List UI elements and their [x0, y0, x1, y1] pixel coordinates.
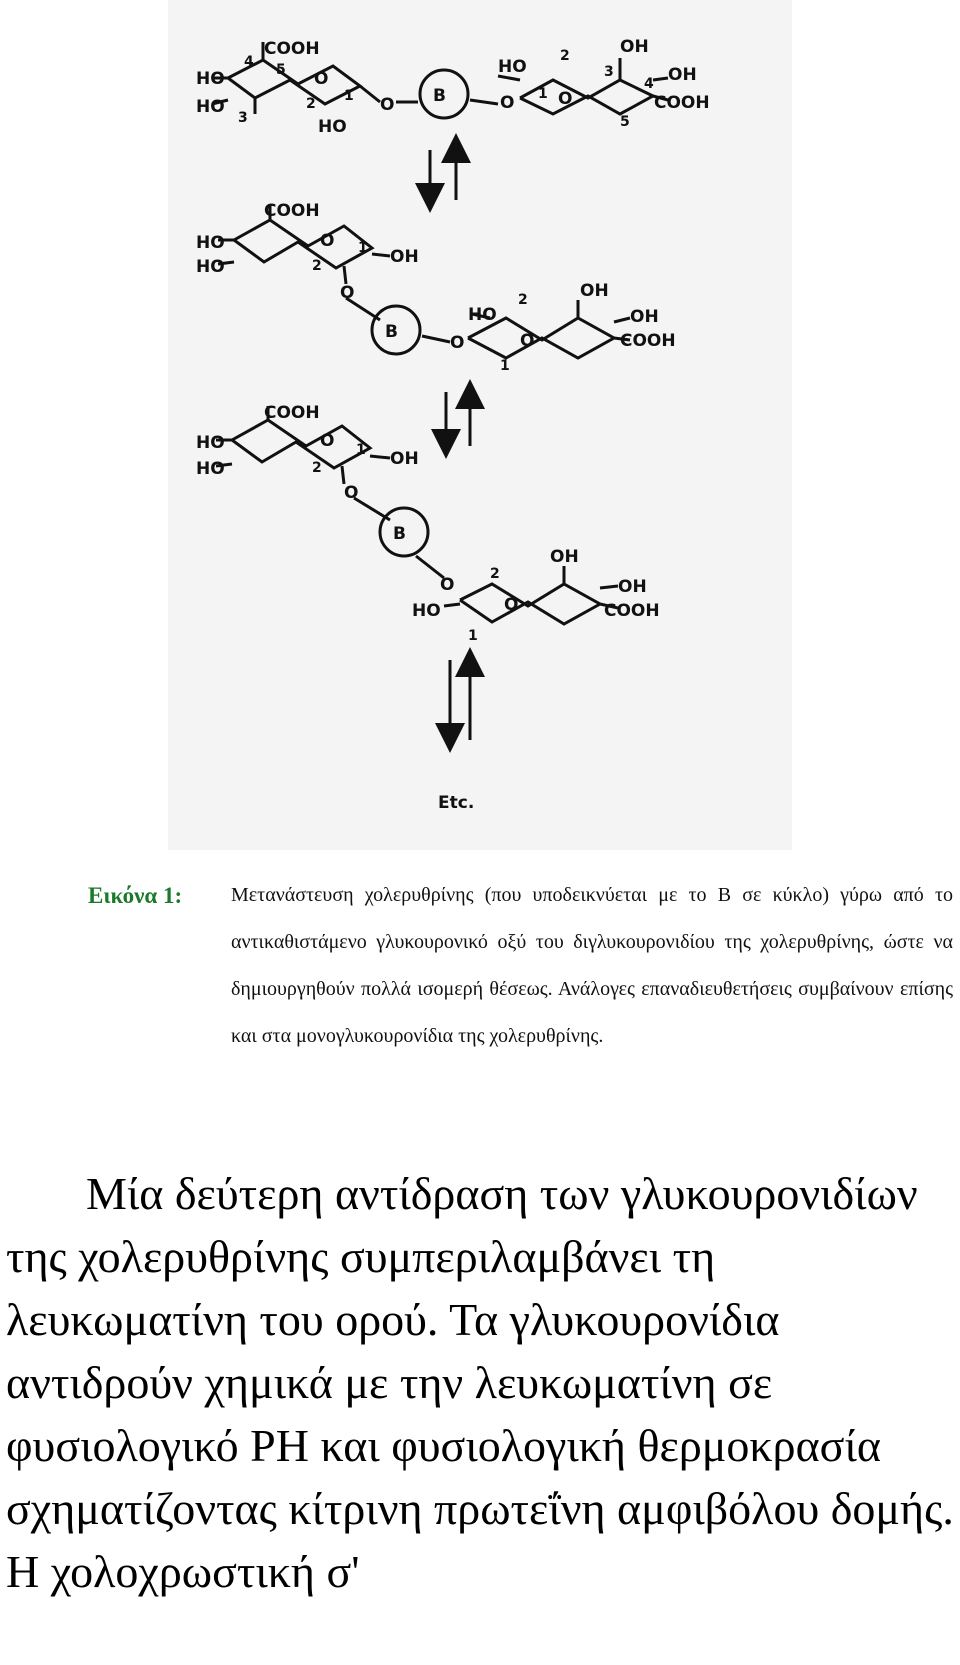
oh-label: OH	[550, 547, 579, 567]
ho-label: HO	[196, 97, 225, 117]
figure-bilirubin-migration	[168, 0, 792, 850]
ring-oxygen-label: O	[520, 331, 535, 351]
cooh-label: COOH	[654, 93, 710, 113]
caption-label: Εικόνα 1:	[88, 883, 183, 908]
cooh-label: COOH	[264, 403, 320, 423]
position-3-label: 3	[604, 64, 614, 80]
oh-label: OH	[390, 449, 419, 469]
position-2-label: 2	[490, 566, 500, 582]
link-oxygen-label: O	[450, 333, 465, 353]
ring-oxygen-label: O	[558, 89, 573, 109]
chemical-structure-diagram	[168, 0, 792, 850]
oh-label: OH	[580, 281, 609, 301]
ho-label: HO	[498, 57, 527, 77]
glucuronide-ring-2a	[218, 204, 390, 320]
cooh-label: COOH	[264, 39, 320, 59]
oh-label: OH	[618, 577, 647, 597]
position-2-label: 2	[560, 48, 570, 64]
bilirubin-b-label: B	[385, 322, 398, 342]
ho-label: HO	[196, 257, 225, 277]
ho-label: HO	[412, 601, 441, 621]
oh-label: OH	[668, 65, 697, 85]
cooh-label: COOH	[620, 331, 676, 351]
glucuronide-ring-3a	[216, 406, 390, 520]
position-4-label: 4	[244, 54, 254, 70]
cooh-label: COOH	[604, 601, 660, 621]
position-1-label: 1	[468, 628, 478, 644]
ring-oxygen-label: O	[320, 431, 335, 451]
position-4-label: 4	[644, 76, 654, 92]
oh-label: OH	[630, 307, 659, 327]
position-2-label: 2	[518, 292, 528, 308]
link-oxygen-label: O	[344, 483, 359, 503]
link-oxygen-label: O	[380, 95, 395, 115]
ho-label: HO	[196, 433, 225, 453]
figure-caption	[88, 872, 953, 1060]
bilirubin-b-label: B	[433, 86, 446, 106]
ho-label: HO	[468, 305, 497, 325]
position-1-label: 1	[356, 442, 366, 458]
link-oxygen-label: O	[500, 93, 515, 113]
ho-label: HO	[196, 233, 225, 253]
ring-oxygen-label: O	[314, 69, 329, 89]
body-text	[6, 1162, 956, 1603]
ho-label: HO	[196, 459, 225, 479]
bilirubin-b-label: B	[393, 524, 406, 544]
link-oxygen-label: O	[440, 575, 455, 595]
position-5-label: 5	[620, 114, 630, 130]
position-5-label: 5	[276, 62, 286, 78]
position-1-label: 1	[344, 88, 354, 104]
link-oxygen-label: O	[340, 283, 355, 303]
etc-label: Etc.	[438, 793, 475, 813]
body-paragraph: Μία δεύτερη αντίδραση των γλυκουρονιδίων της χολερυθρίνης συμπεριλαμβάνει τη λευκωματίνη του ορού. Τα γλυκουρονίδια αντιδρούν χημικά με την λευκωματίνη σε φυσιολογικό PH και φυσιολογική θερμοκρασία σχηματίζοντας κίτρινη πρωτεΐνη αμφιβόλου δομής. Η χολοχρωστική σ'	[6, 1168, 954, 1597]
ho-label: HO	[196, 69, 225, 89]
oh-label: OH	[390, 247, 419, 267]
position-2-label: 2	[312, 258, 322, 274]
ring-oxygen-label: O	[504, 595, 519, 615]
ho-label: HO	[318, 117, 347, 137]
position-1-label: 1	[358, 240, 368, 256]
position-1-label: 1	[538, 86, 548, 102]
position-3-label: 3	[238, 110, 248, 126]
cooh-label: COOH	[264, 201, 320, 221]
position-2-label: 2	[306, 96, 316, 112]
position-1-label: 1	[500, 358, 510, 374]
ring-oxygen-label: O	[320, 231, 335, 251]
caption-text: Μετανάστευση χολερυθρίνης (που υποδεικνύεται με το Β σε κύκλο) γύρω από το αντικαθιστάμενο γλυκουρονικό οξύ του διγλυκουρονιδίου της χολερυθρίνης, ώστε να δημιουργηθούν πολλά ισομερή θέσεως. Ανάλογες επαναδιευθετήσεις συμβαίνουν επίσης και στα μονογλυκουρονίδια της χολερυθρίνης.	[231, 884, 953, 1047]
oh-label: OH	[620, 37, 649, 57]
position-2-label: 2	[312, 460, 322, 476]
